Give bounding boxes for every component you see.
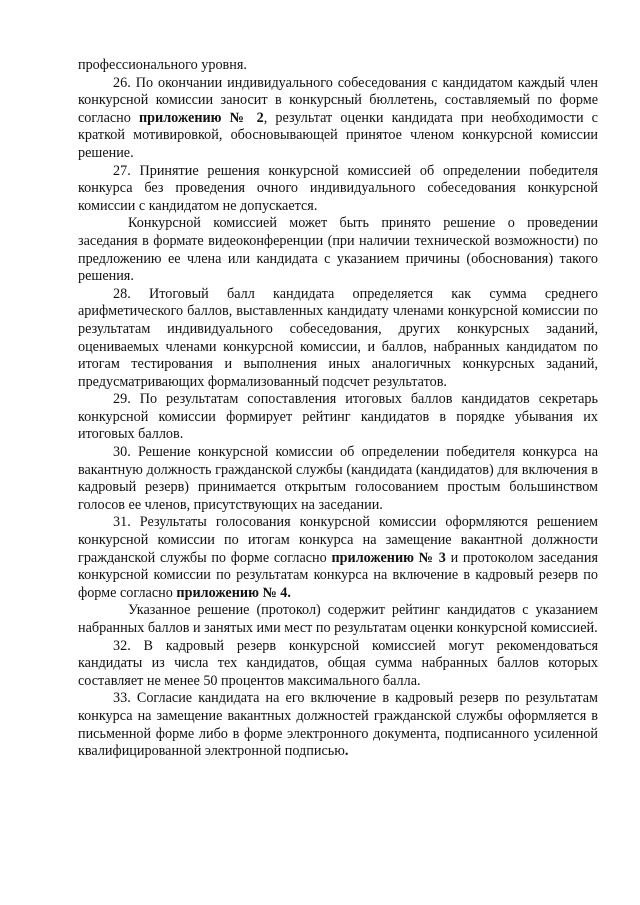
paragraph-26 [78, 75, 598, 163]
paragraph-text: 29. По результатам сопоставления итоговых баллов кандидатов секретарь конкурсной комиссии формирует рейтинг кандидатов в порядке убывания их итоговых баллов. [78, 391, 598, 443]
paragraph-25-end [78, 57, 598, 75]
paragraph-text: 33. Согласие кандидата на его включение в кадровый резерв по результатам конкурса на замещение вакантных должностей гражданской службы оформляется в письменной форме либо в форме электронного документа, подписанного усиленной квалифицированной электронной подписью [78, 690, 598, 760]
paragraph-text: 31. Результаты голосования конкурсной комиссии оформляются решением конкурсной комиссии по итогам конкурса на замещение вакантной должности гражданской службы по форме согласно [78, 514, 598, 566]
paragraph-text: 26. По окончании индивидуального собеседования с кандидатом каждый член конкурсной комиссии заносит в конкурсный бюллетень, составляемый по форме согласно [78, 74, 598, 126]
appendix-2-reference: приложению № 2 [138, 109, 264, 126]
document-page [78, 57, 598, 761]
paragraph-27-continuation [78, 215, 598, 285]
paragraph-text: Конкурсной комиссией может быть принято решение о проведении заседания в формате видеоконференции (при наличии технической возможности) по предложению ее члена или кандидата с указанием причины (обоснования) такого решения. [78, 215, 598, 285]
paragraph-text: Указанное решение (протокол) содержит рейтинг кандидатов с указанием набранных баллов и занятых ими мест по результатам оценки конкурсной комиссией. [78, 602, 598, 636]
paragraph-33 [78, 690, 598, 760]
paragraph-text: и протоколом заседания конкурсной комиссии по результатам конкурса на включение в кадровый резерв по форме согласно [78, 549, 598, 601]
paragraph-text: 32. В кадровый резерв конкурсной комиссией могут рекомендоваться кандидаты из числа тех кандидатов, общая сумма набранных баллов которых составляет не менее 50 процентов максимального балла. [78, 637, 598, 689]
paragraph-31 [78, 514, 598, 602]
paragraph-text: , результат оценки кандидата при необходимости с краткой мотивировкой, обосновывающей принятое членом конкурсной комиссии решение. [78, 109, 598, 161]
appendix-4-reference: приложению № 4. [176, 584, 291, 601]
paragraph-30 [78, 444, 598, 514]
paragraph-27 [78, 163, 598, 216]
paragraph-32 [78, 638, 598, 691]
final-period: . [344, 743, 349, 760]
paragraph-text: 27. Принятие решения конкурсной комиссией об определении победителя конкурса без проведения очного индивидуального собеседования конкурсной комиссии с кандидатом не допускается. [78, 162, 598, 214]
paragraph-text: 30. Решение конкурсной комиссии об определении победителя конкурса на вакантную должность гражданской службы (кандидата (кандидатов) для включения в кадровый резерв) принимается открытым голосованием простым большинством голосов ее членов, присутствующих на заседании. [78, 444, 598, 513]
paragraph-text: профессионального уровня. [78, 57, 247, 73]
appendix-3-reference: приложению № 3 [331, 549, 446, 566]
paragraph-29 [78, 391, 598, 444]
paragraph-text: 28. Итоговый балл кандидата определяется как сумма среднего арифметического баллов, выставленных кандидату членами конкурсной комиссии по результатам индивидуального собеседования, других конкурсных заданий, оцениваемых членами конкурсной комиссии, и баллов, набранных кандидатом по итогам тестирования и выполнения иных аналогичных конкурсных заданий, предусматривающих формализованный подсчет результатов. [78, 285, 598, 390]
paragraph-31-continuation [78, 602, 598, 637]
paragraph-28 [78, 286, 598, 392]
